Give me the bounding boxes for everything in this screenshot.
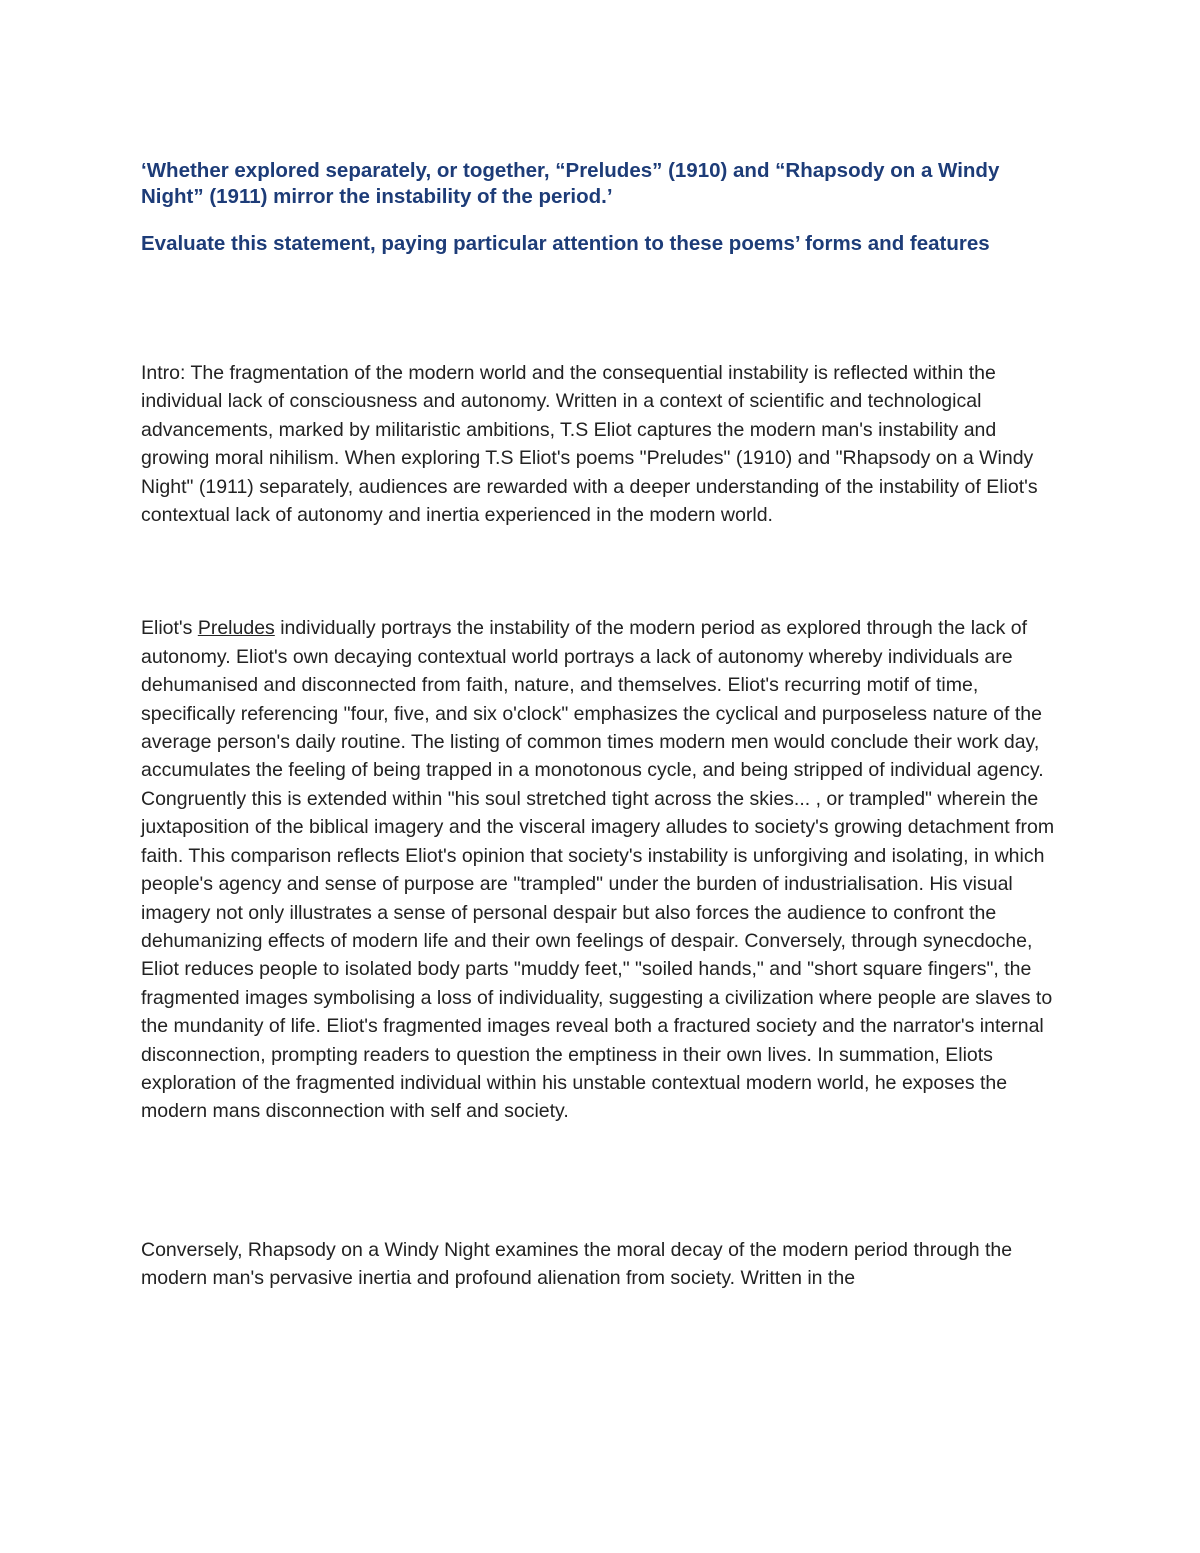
essay-question: ‘Whether explored separately, or together, “Preludes” (1910) and “Rhapsody on a Windy Night” (1911) mirror the instability of the period.’ xyxy=(141,159,1000,208)
document-content xyxy=(141,158,1066,1293)
essay-instruction: Evaluate this statement, paying particular attention to these poems’ forms and features xyxy=(141,232,990,255)
body-paragraph-lead: Eliot's xyxy=(141,617,198,640)
body-paragraph-rhapsody: Conversely, Rhapsody on a Windy Night examines the moral decay of the modern period through the modern man's pervasive inertia and profound alienation from society. Written in the xyxy=(141,1238,1013,1290)
intro-paragraph: Intro: The fragmentation of the modern world and the consequential instability is reflected within the individual lack of consciousness and autonomy. Written in a context of scientific and technological advancements, marked by militaristic ambitions, T.S Eliot captures the modern man's instability and growing moral nihilism. When exploring T.S Eliot's poems "Preludes" (1910) and "Rhapsody on a Windy Night" (1911) separately, audiences are rewarded with a deeper understanding of the instability of Eliot's contextual lack of autonomy and inertia experienced in the modern world. xyxy=(141,362,1038,527)
preludes-title-link: Preludes xyxy=(197,617,275,640)
body-paragraph-preludes xyxy=(141,614,1066,1125)
body-paragraph-text: individually portrays the instability of the modern period as explored through the lack of autonomy. Eliot's own decaying contextual world portrays a lack of autonomy whereby individuals are dehumanised and disconnected from faith, nature, and themselves. Eliot's recurring motif of time, specifically referencing "four, five, and six o'clock" emphasizes the cyclical and purposeless nature of the average person's daily routine. The listing of common times modern men would conclude their work day, accumulates the feeling of being trapped in a monotonous cycle, and being stripped of individual agency. Congruently this is extended within "his soul stretched tight across the skies... , or trampled" wherein the juxtaposition of the biblical imagery and the visceral imagery alludes to society's growing detachment from faith. This comparison reflects Eliot's opinion that society's instability is unforgiving and isolating, in which people's agency and sense of purpose are "trampled" under the burden of industrialisation. His visual imagery not only illustrates a sense of personal despair but also forces the audience to confront the dehumanizing effects of modern life and their own feelings of despair. Conversely, through synecdoche, Eliot reduces people to isolated body parts "muddy feet," "soiled hands," and "short square fingers", the fragmented images symbolising a loss of individuality, suggesting a civilization where people are slaves to the mundanity of life. Eliot's fragmented images reveal both a fractured society and the narrator's internal disconnection, prompting readers to question the emptiness in their own lives. In summation, Eliots exploration of the fragmented individual within his unstable contextual modern world, he exposes the modern mans disconnection with self and society. xyxy=(141,617,1055,1123)
